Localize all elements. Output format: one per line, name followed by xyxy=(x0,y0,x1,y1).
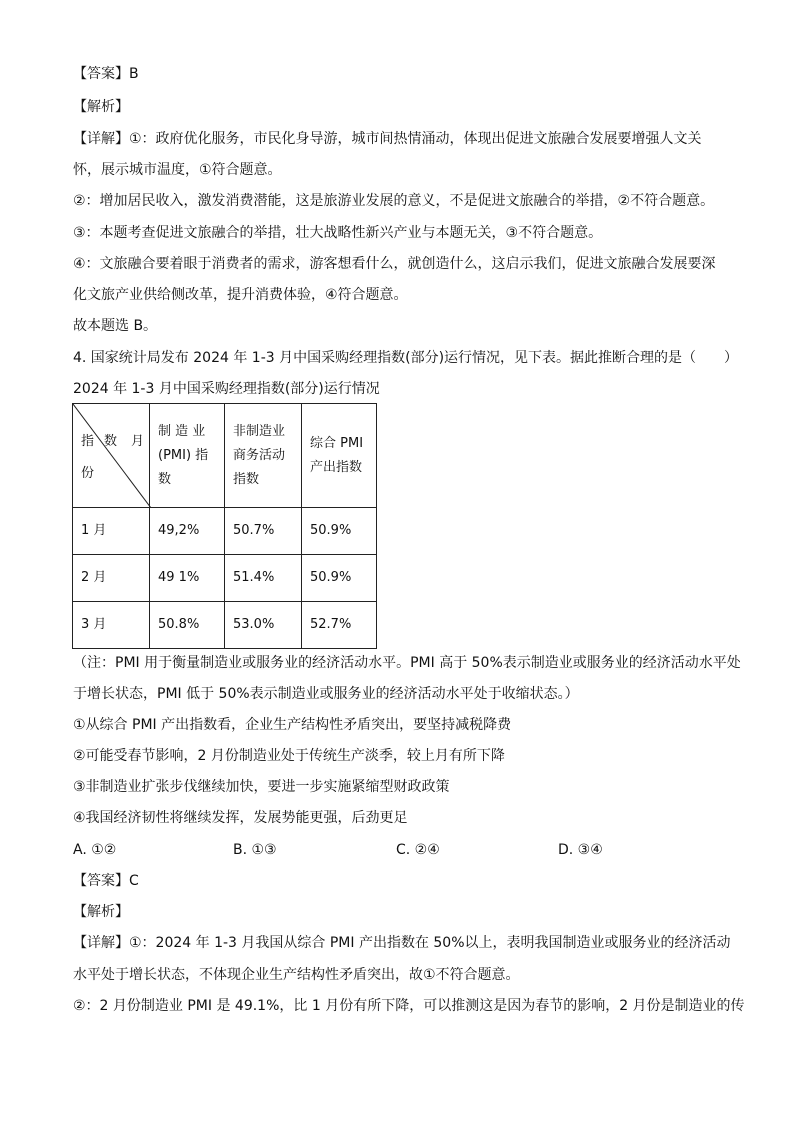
q3-detail-4b: 化文旅产业供给侧改革，提升消费体验，④符合题意。 xyxy=(73,287,408,303)
q4-stem: 4. 国家统计局发布 2024 年 1-3 月中国采购经理指数(部分)运行情况，见下表。据此推断合理的是（ ） xyxy=(73,350,739,366)
q3-answer: 【答案】B xyxy=(73,66,139,82)
option-d: D. ③④ xyxy=(558,842,603,858)
header-manufacturing xyxy=(150,404,225,508)
q4-analysis-label: 【解析】 xyxy=(73,904,129,920)
cell-composite: 52.7% xyxy=(302,602,377,649)
q3-analysis-label: 【解析】 xyxy=(73,99,129,115)
q4-table-title: 2024 年 1-3 月中国采购经理指数(部分)运行情况 xyxy=(73,381,380,397)
cell-mfg: 49,2% xyxy=(150,508,225,555)
cell-month: 2 月 xyxy=(73,555,150,602)
q4-answer: 【答案】C xyxy=(73,873,139,889)
q4-note-a: （注：PMI 用于衡量制造业或服务业的经济活动水平。PMI 高于 50%表示制造业或服务业的经济活动水平处 xyxy=(73,655,741,671)
q4-note-b: 于增长状态，PMI 低于 50%表示制造业或服务业的经济活动水平处于收缩状态。） xyxy=(73,686,579,702)
cell-nonmfg: 51.4% xyxy=(225,555,302,602)
cell-composite: 50.9% xyxy=(302,555,377,602)
pmi-table xyxy=(72,403,377,649)
option-a: A. ①② xyxy=(73,842,117,858)
cell-month: 3 月 xyxy=(73,602,150,649)
cell-nonmfg: 53.0% xyxy=(225,602,302,649)
corner-label-month: 月 xyxy=(131,434,145,449)
corner-label-fen: 份 xyxy=(81,466,95,481)
table-row xyxy=(73,602,377,649)
cell-mfg: 49 1% xyxy=(150,555,225,602)
diagonal-line xyxy=(73,404,151,508)
q4-detail-2: ②：2 月份制造业 PMI 是 49.1%，比 1 月份有所下降，可以推测这是因为春节的影响，2 月份是制造业的传 xyxy=(73,998,745,1014)
q3-detail-3: ③：本题考查促进文旅融合的举措，壮大战略性新兴产业与本题无关，③不符合题意。 xyxy=(73,225,603,241)
q4-statement-1: ①从综合 PMI 产出指数看，企业生产结构性矛盾突出，要坚持减税降费 xyxy=(73,717,512,733)
q3-detail-4a: ④：文旅融合要着眼于消费者的需求，游客想看什么，就创造什么，这启示我们，促进文旅融合发展要深 xyxy=(73,256,716,272)
header-text: 非制造业 xyxy=(233,423,286,439)
corner-label-index: 指数 xyxy=(81,434,128,449)
q4-statement-4: ④我国经济韧性将继续发挥，发展势能更强，后劲更足 xyxy=(73,810,408,826)
header-text: 产出指数 xyxy=(310,459,363,475)
q4-statement-3: ③非制造业扩张步伐继续加快，要进一步实施紧缩型财政政策 xyxy=(73,779,450,795)
q4-statement-2: ②可能受春节影响，2 月份制造业处于传统生产淡季，较上月有所下降 xyxy=(73,748,505,764)
cell-month: 1 月 xyxy=(73,508,150,555)
table-header-row xyxy=(73,404,377,508)
table-corner-cell xyxy=(73,404,150,508)
header-non-manufacturing xyxy=(225,404,302,508)
header-text: 数 xyxy=(158,471,172,487)
cell-composite: 50.9% xyxy=(302,508,377,555)
q3-detail-1a: 【详解】①：政府优化服务，市民化身导游，城市间热情涌动，体现出促进文旅融合发展要增强人文关 xyxy=(73,131,702,147)
header-text: 商务活动 xyxy=(233,447,286,463)
header-composite xyxy=(302,404,377,508)
header-text: 制 造 业 xyxy=(158,423,206,439)
header-text: (PMI) 指 xyxy=(158,447,209,463)
q3-conclusion: 故本题选 B。 xyxy=(73,318,158,334)
q3-detail-2: ②：增加居民收入，激发消费潜能，这是旅游业发展的意义，不是促进文旅融合的举措，②不符合题意。 xyxy=(73,193,715,209)
q4-detail-1a: 【详解】①：2024 年 1-3 月我国从综合 PMI 产出指数在 50%以上，表明我国制造业或服务业的经济活动 xyxy=(73,935,731,951)
table-row xyxy=(73,508,377,555)
q4-detail-1b: 水平处于增长状态，不体现企业生产结构性矛盾突出，故①不符合题意。 xyxy=(73,967,520,983)
header-text: 指数 xyxy=(233,471,260,487)
table-row xyxy=(73,555,377,602)
q3-detail-1b: 怀，展示城市温度，①符合题意。 xyxy=(73,162,282,178)
option-b: B. ①③ xyxy=(233,842,277,858)
cell-mfg: 50.8% xyxy=(150,602,225,649)
header-text: 综合 PMI xyxy=(310,435,364,451)
cell-nonmfg: 50.7% xyxy=(225,508,302,555)
option-c: C. ②④ xyxy=(396,842,440,858)
